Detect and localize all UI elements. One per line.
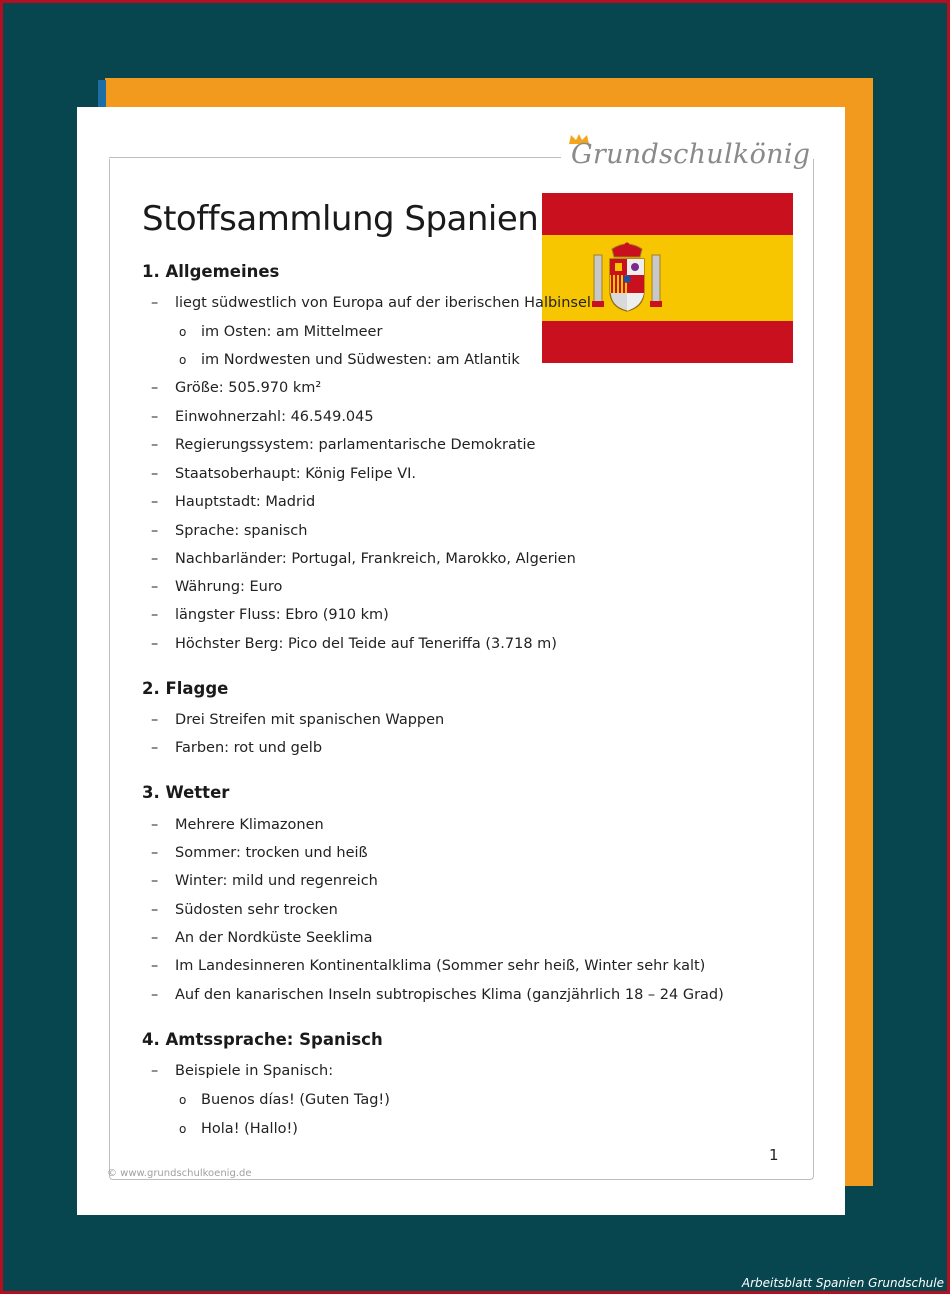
- section-heading-flagge: 2. Flagge: [142, 679, 229, 698]
- dash-bullet: –: [151, 579, 159, 595]
- dash-bullet: –: [151, 380, 159, 396]
- list-item: – Mehrere Klimazonen: [151, 817, 324, 833]
- dash-bullet: –: [151, 958, 159, 974]
- blue-backing-strip: [98, 80, 106, 108]
- list-item: – An der Nordküste Seeklima: [151, 930, 373, 946]
- spain-flag: [542, 193, 793, 363]
- dash-bullet: –: [151, 712, 159, 728]
- copyright-footer: © www.grundschulkoenig.de: [107, 1168, 252, 1179]
- list-item: – Größe: 505.970 km²: [151, 380, 322, 396]
- list-item: – Hauptstadt: Madrid: [151, 494, 316, 510]
- circle-bullet: o: [179, 353, 187, 367]
- dash-bullet: –: [151, 845, 159, 861]
- sub-list-item: o im Osten: am Mittelmeer: [179, 324, 383, 340]
- list-item: – Regierungssystem: parlamentarische Demokratie: [151, 437, 536, 453]
- list-item: – Auf den kanarischen Inseln subtropisches Klima (ganzjährlich 18 – 24 Grad): [151, 987, 724, 1003]
- coat-of-arms-icon: [592, 241, 662, 315]
- list-item: – Sprache: spanisch: [151, 523, 308, 539]
- sub-list-item: o Buenos días! (Guten Tag!): [179, 1092, 390, 1108]
- dash-bullet: –: [151, 409, 159, 425]
- list-item: – längster Fluss: Ebro (910 km): [151, 607, 389, 623]
- dash-bullet: –: [151, 437, 159, 453]
- dash-bullet: –: [151, 607, 159, 623]
- list-item: – Sommer: trocken und heiß: [151, 845, 368, 861]
- list-item: – Winter: mild und regenreich: [151, 873, 378, 889]
- flag-red-stripe-bottom: [542, 321, 793, 363]
- dash-bullet: –: [151, 740, 159, 756]
- dash-bullet: –: [151, 523, 159, 539]
- list-item: – Im Landesinneren Kontinentalklima (Sommer sehr heiß, Winter sehr kalt): [151, 958, 706, 974]
- dash-bullet: –: [151, 494, 159, 510]
- list-item: – liegt südwestlich von Europa auf der iberischen Halbinsel: [151, 295, 591, 311]
- circle-bullet: o: [179, 1122, 187, 1136]
- list-item: – Einwohnerzahl: 46.549.045: [151, 409, 374, 425]
- dash-bullet: –: [151, 873, 159, 889]
- dash-bullet: –: [151, 930, 159, 946]
- section-heading-wetter: 3. Wetter: [142, 783, 230, 802]
- worksheet-page: [77, 107, 845, 1215]
- dash-bullet: –: [151, 1063, 159, 1079]
- dash-bullet: –: [151, 817, 159, 833]
- brand-logo: Grundschulkönig: [571, 139, 811, 170]
- list-item: – Beispiele in Spanisch:: [151, 1063, 334, 1079]
- page-number: 1: [769, 1146, 779, 1164]
- page-title: Stoffsammlung Spanien: [142, 199, 539, 239]
- dash-bullet: –: [151, 987, 159, 1003]
- image-caption: Arbeitsblatt Spanien Grundschule: [741, 1276, 944, 1290]
- top-border-line: [109, 157, 561, 158]
- list-item: – Währung: Euro: [151, 579, 283, 595]
- dash-bullet: –: [151, 466, 159, 482]
- list-item: – Nachbarländer: Portugal, Frankreich, Marokko, Algerien: [151, 551, 576, 567]
- dash-bullet: –: [151, 551, 159, 567]
- list-item: – Drei Streifen mit spanischen Wappen: [151, 712, 445, 728]
- circle-bullet: o: [179, 325, 187, 339]
- flag-red-stripe-top: [542, 193, 793, 235]
- section-heading-amtssprache: 4. Amtssprache: Spanisch: [142, 1030, 383, 1049]
- dash-bullet: –: [151, 902, 159, 918]
- list-item: – Farben: rot und gelb: [151, 740, 323, 756]
- list-item: – Südosten sehr trocken: [151, 902, 338, 918]
- section-heading-allgemeines: 1. Allgemeines: [142, 262, 280, 281]
- dash-bullet: –: [151, 295, 159, 311]
- sub-list-item: o Hola! (Hallo!): [179, 1121, 298, 1137]
- circle-bullet: o: [179, 1093, 187, 1107]
- sub-list-item: o im Nordwesten und Südwesten: am Atlantik: [179, 352, 520, 368]
- list-item: – Staatsoberhaupt: König Felipe VI.: [151, 466, 417, 482]
- list-item: – Höchster Berg: Pico del Teide auf Teneriffa (3.718 m): [151, 636, 557, 652]
- dash-bullet: –: [151, 636, 159, 652]
